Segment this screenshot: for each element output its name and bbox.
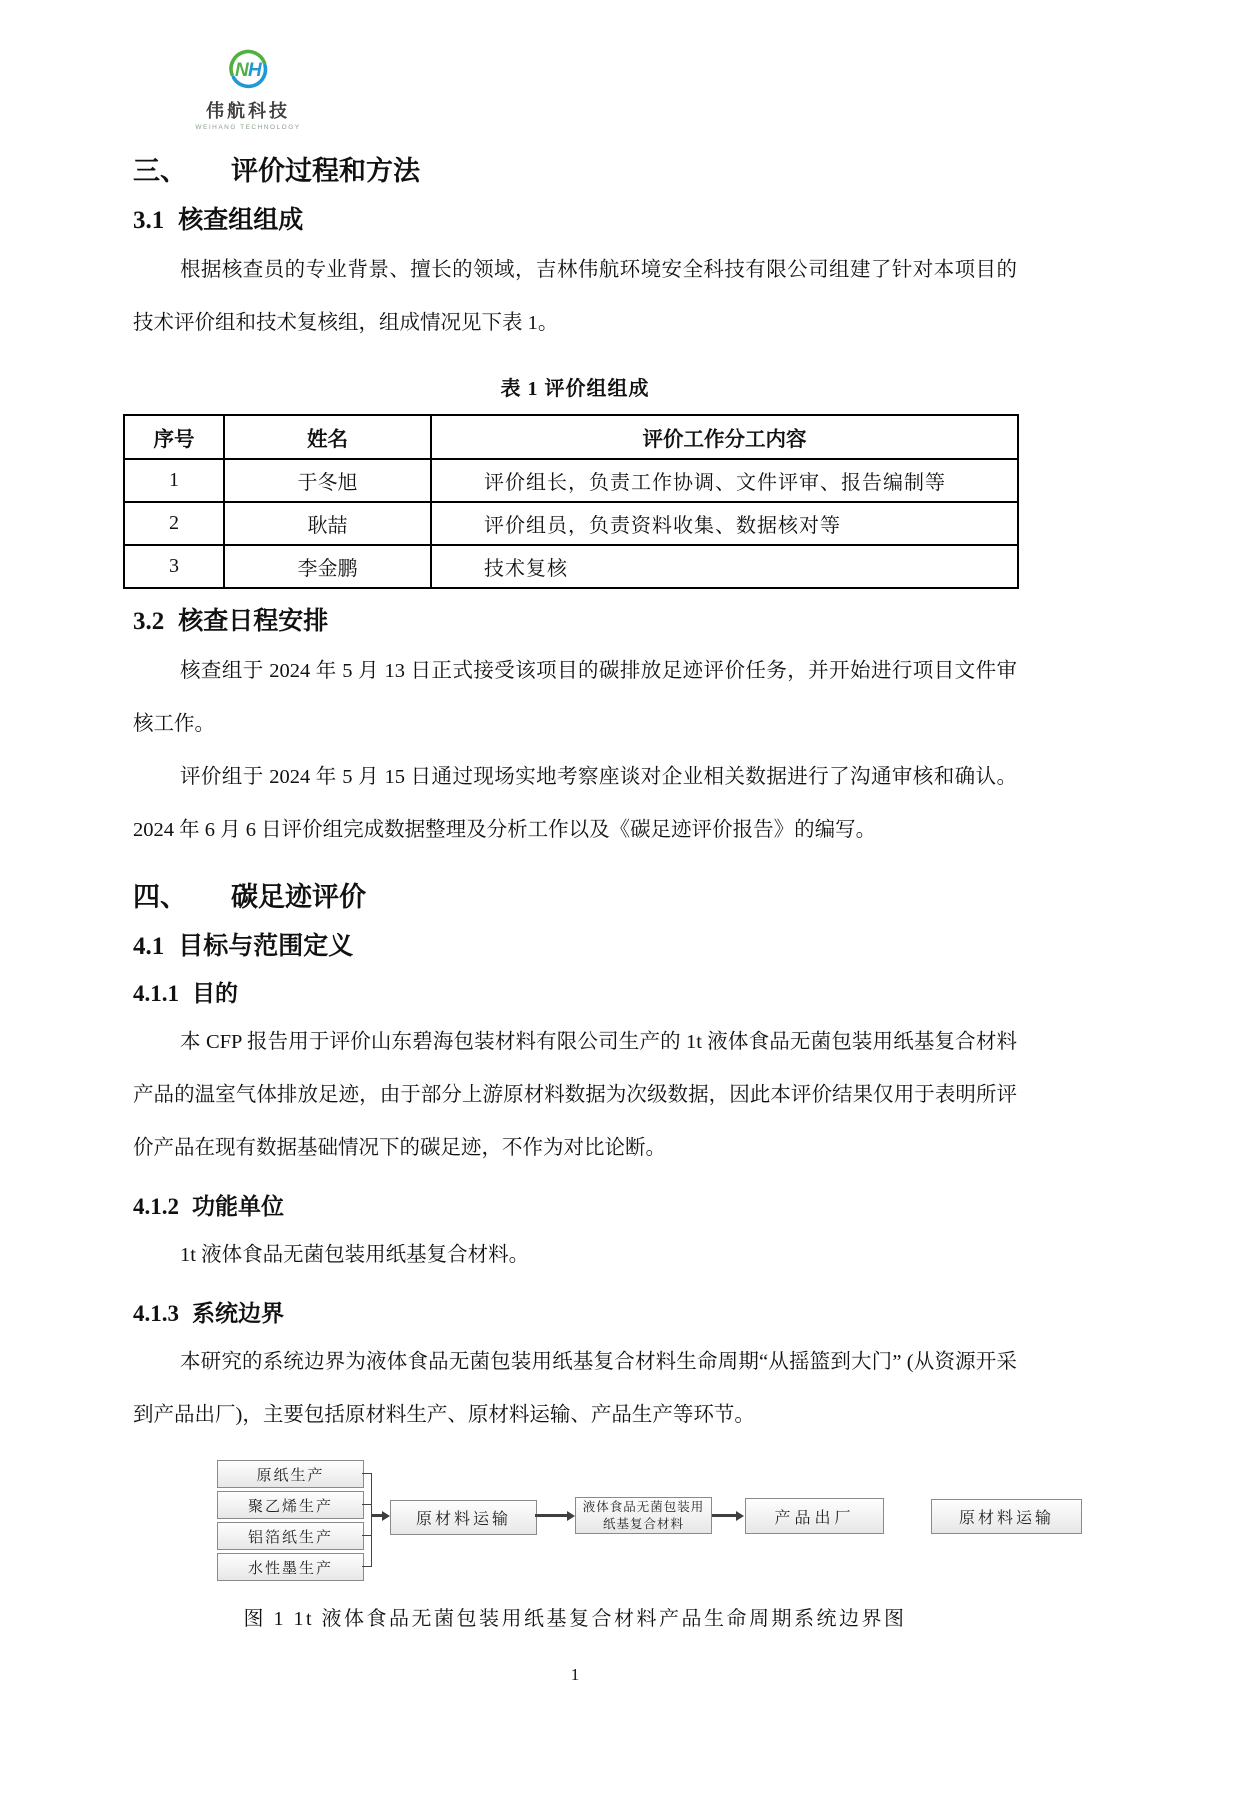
weihang-logo-icon <box>225 48 271 90</box>
connector-line <box>362 1566 371 1567</box>
table-row <box>124 502 1018 545</box>
cell-no: 1 <box>124 459 224 502</box>
paragraph-functional-unit: 1t 液体食品无菌包装用纸基复合材料。 <box>180 1244 530 1266</box>
cell-duty: 评价组员，负责资料收集、数据核对等 <box>431 502 1018 545</box>
diagram-box-composite-material: 液体食品无菌包装用纸基复合材料 <box>575 1497 712 1534</box>
heading-number: 4.1.1 <box>133 981 179 1006</box>
logo-name-cn: 伟航科技 <box>206 101 290 121</box>
heading-title: 评价过程和方法 <box>231 156 420 186</box>
heading-number: 三、 <box>133 156 187 186</box>
paragraph-system-boundary: 本研究的系统边界为液体食品无菌包装用纸基复合材料生命周期“从摇篮到大门” (从资源开采到产品出厂)，主要包括原材料生产、原材料运输、产品生产等环节。 <box>133 1351 1017 1426</box>
heading-title: 核查日程安排 <box>178 608 329 635</box>
connector-line <box>371 1473 372 1567</box>
table-row <box>124 545 1018 588</box>
diagram-box-waterbased-ink-production: 水性墨生产 <box>217 1553 364 1581</box>
heading-section-4-1 <box>133 926 1017 962</box>
heading-title: 核查组组成 <box>178 207 304 234</box>
document-page <box>0 48 1241 1802</box>
cell-name: 李金鹏 <box>224 545 431 588</box>
heading-section-3 <box>133 149 1017 188</box>
connector-line <box>362 1535 371 1536</box>
arrow-head-icon <box>382 1511 390 1521</box>
heading-number: 3.2 <box>133 608 165 635</box>
diagram-box-raw-material-transport-detached: 原材料运输 <box>931 1499 1082 1534</box>
paragraph-schedule-1: 核查组于 2024 年 5 月 13 日正式接受该项目的碳排放足迹评价任务，并开始进行项目文件审核工作。 <box>133 660 1017 735</box>
cell-no: 2 <box>124 502 224 545</box>
arrow-head-icon <box>567 1511 575 1521</box>
col-header-no: 序号 <box>124 415 224 459</box>
heading-section-3-2 <box>133 601 1017 637</box>
company-logo <box>193 48 303 131</box>
heading-section-4 <box>133 875 1017 914</box>
logo-name-en: WEIHANG TECHNOLOGY <box>195 124 301 131</box>
heading-number: 3.1 <box>133 207 165 234</box>
cell-name: 于冬旭 <box>224 459 431 502</box>
cell-duty: 技术复核 <box>431 545 1018 588</box>
heading-section-4-1-1 <box>133 975 1017 1008</box>
arrow-line <box>535 1514 567 1517</box>
svg-text:N: N <box>235 60 249 81</box>
svg-text:H: H <box>248 60 262 81</box>
connector-line <box>362 1473 371 1474</box>
cell-no: 3 <box>124 545 224 588</box>
heading-section-4-1-3 <box>133 1295 1017 1328</box>
heading-title: 目标与范围定义 <box>178 933 354 960</box>
diagram-box-polyethylene-production: 聚乙烯生产 <box>217 1491 364 1519</box>
heading-number: 四、 <box>133 882 187 912</box>
arrow-line <box>712 1514 736 1517</box>
connector-line <box>362 1504 371 1505</box>
table-row <box>124 459 1018 502</box>
heading-number: 4.1.2 <box>133 1194 179 1219</box>
heading-number: 4.1 <box>133 933 165 960</box>
figure1-caption: 图 1 1t 液体食品无菌包装用纸基复合材料产品生命周期系统边界图 <box>243 1608 907 1630</box>
cell-duty: 评价组长，负责工作协调、文件评审、报告编制等 <box>431 459 1018 502</box>
cell-name: 耿喆 <box>224 502 431 545</box>
table-header-row <box>124 415 1018 459</box>
col-header-name: 姓名 <box>224 415 431 459</box>
paragraph-purpose: 本 CFP 报告用于评价山东碧海包装材料有限公司生产的 1t 液体食品无菌包装用纸基复合材料产品的温室气体排放足迹，由于部分上游原材料数据为次级数据，因此本评价结果仅用于表明所评价产品在现有数据基础情况下的碳足迹，不作为对比论断。 <box>133 1031 1017 1159</box>
heading-title: 功能单位 <box>192 1194 284 1219</box>
table-evaluation-team <box>123 414 1019 589</box>
diagram-box-raw-material-transport: 原材料运输 <box>390 1500 537 1535</box>
page-number: 1 <box>570 1665 580 1684</box>
heading-title: 碳足迹评价 <box>231 882 366 912</box>
heading-title: 目的 <box>192 981 238 1006</box>
arrow-line <box>371 1514 382 1517</box>
col-header-duty: 评价工作分工内容 <box>431 415 1018 459</box>
diagram-box-raw-paper-production: 原纸生产 <box>217 1460 364 1488</box>
diagram-box-product-shipment: 产品出厂 <box>745 1498 884 1534</box>
arrow-head-icon <box>736 1511 744 1521</box>
heading-title: 系统边界 <box>192 1301 284 1326</box>
paragraph-team-intro: 根据核查员的专业背景、擅长的领域，吉林伟航环境安全科技有限公司组建了针对本项目的技术评价组和技术复核组，组成情况见下表 1。 <box>133 259 1017 334</box>
paragraph-schedule-2: 评价组于 2024 年 5 月 15 日通过现场实地考察座谈对企业相关数据进行了沟通审核和确认。2024 年 6 月 6 日评价组完成数据整理及分析工作以及《碳足迹评价报告》的编写。 <box>133 766 1017 841</box>
system-boundary-diagram <box>133 1458 1054 1584</box>
heading-section-4-1-2 <box>133 1188 1017 1221</box>
heading-number: 4.1.3 <box>133 1301 179 1326</box>
table1-caption: 表 1 评价组组成 <box>500 378 650 400</box>
page-content <box>0 48 1054 1685</box>
heading-section-3-1 <box>133 200 1017 236</box>
diagram-box-aluminum-foil-production: 铝箔纸生产 <box>217 1522 364 1550</box>
